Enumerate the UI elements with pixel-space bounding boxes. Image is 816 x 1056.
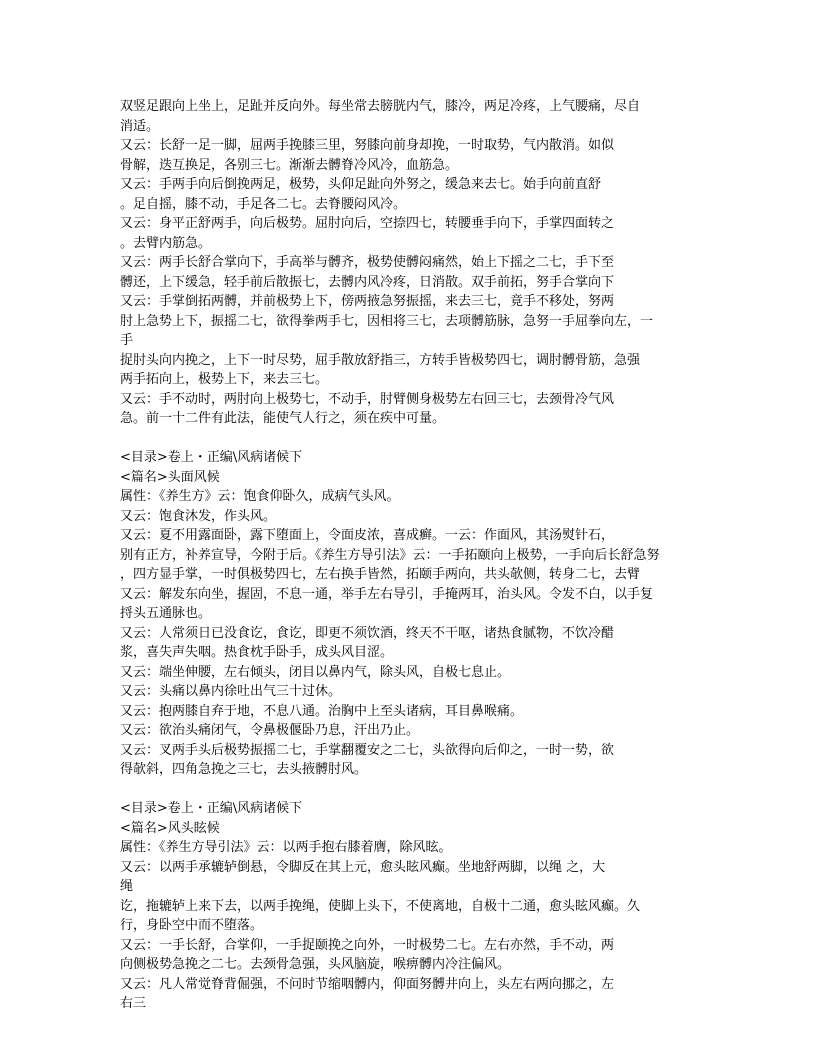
text-line: 属性：《养生方》云：饱食仰卧久，成病气头风。: [120, 489, 400, 504]
text-line: 又云：人常须日已没食讫，食讫，即更不须饮酒，终天不干呕，诸热食腻物，不饮冷醋: [120, 625, 615, 641]
text-line: <篇名>头面风候: [120, 469, 220, 485]
text-line: 又云：欲治头痛闭气，令鼻极偃卧乃息，汗出乃止。: [120, 723, 420, 738]
text-line: 骨解，迭互换足，各别三七。渐渐去髆脊冷风冷，血筋急。: [120, 157, 459, 173]
text-line: 又云：凡人常觉脊背倔强，不问时节缩咽髆内，仰面努髆井向上，头左右两向挪之，左: [120, 976, 615, 992]
text-line: 属性：《养生方导引法》云：以两手抱右膝着膺，除风眩。: [120, 840, 452, 855]
text-line: 又云：手掌倒拓两髆，并前极势上下，傍两掖急努振摇，来去三七，竟手不移处，努两: [120, 294, 615, 309]
text-line: 别有正方，补养宣导，今附于后。《养生方导引法》云：一手拓颐向上极势，一手向后长舒急努: [120, 547, 660, 563]
text-line: 捋头五通脉也。: [120, 606, 212, 621]
text-line: ，四方显手掌，一时俱极势四七，左右换手皆然，拓颐手两向，共头欹侧，转身二七，去臂: [120, 567, 641, 582]
text-line: <目录>卷上・正编\风病诸候下: [120, 450, 303, 465]
text-line: 又云：头痛以鼻内徐吐出气三十过休。: [120, 684, 342, 699]
text-line: 两手拓向上，极势上下，来去三七。: [120, 372, 329, 387]
text-line: 讫，拖辘轳上来下去，以两手挽绳，使脚上头下，不使离地，自极十二通，愈头眩风癫。久: [120, 898, 641, 914]
text-line: 捉肘头向内挽之，上下一时尽势，屈手散放舒指三，方转手皆极势四七，调肘髆骨筋，急强: [120, 352, 641, 368]
text-line: 右三: [120, 996, 147, 1011]
text-line: 浆，喜失声失咽。热食枕手卧手，成头风目涩。: [120, 645, 394, 660]
text-line: 急。前一十二件有此法，能使气人行之，须在疾中可量。: [120, 411, 446, 426]
text-line: 行，身卧空中而不堕落。: [120, 918, 264, 933]
text-line: 向侧极势急挽之二七。去颈骨急强，头风脑旋，喉痹髆内冷注偏风。: [120, 957, 511, 972]
text-line: 髆还，上下缓急，轻手前后散振七，去髆内风冷疼，日消散。双手前拓，努手合掌向下: [120, 274, 615, 290]
text-line: 又云：饱食沐发，作头风。: [120, 508, 277, 524]
text-line: 又云：长舒一足一脚，屈两手挽膝三里，努膝向前身却挽，一时取势，气内散消。如似: [120, 138, 615, 153]
text-line: 肘上急势上下，振摇二七，欲得拳两手七，因相将三七，去项髆筋脉，急努一手屈拳向左，一: [120, 313, 654, 329]
text-line: 又云：解发东向坐，握固，不息一通，举手左右导引，手掩两耳，治头风。令发不白，以手复: [120, 586, 654, 602]
text-line: 又云：手不动时，两肘向上极势七，不动手，肘臂侧身极势左右回三七，去颈骨冷气风: [120, 391, 615, 407]
text-line: 绳: [120, 879, 134, 894]
text-line: 得欹斜，四角急挽之三七，去头掖髆肘风。: [120, 762, 368, 777]
text-line: 双竖足跟向上坐上，足趾并反向外。每坐常去膀胱内气，膝冷，两足冷疼，上气腰痛，尽自: [120, 99, 641, 114]
blank-line: [120, 780, 716, 800]
text-line: 又云：抱两膝自弃于地，不息八通。治胸中上至头诸病，耳目鼻喉痛。: [120, 703, 524, 719]
text-line: 又云：身平正舒两手，向后极势。屈肘向后，空捺四七，转腰垂手向下，手掌四面转之: [120, 216, 615, 231]
blank-line: [120, 429, 716, 449]
text-line: <目录>卷上・正编\风病诸候下: [120, 801, 303, 816]
text-line: 又云：夏不用露面卧，露下堕面上，令面皮浓，喜成癣。一云：作面风，其汤熨针石，: [120, 528, 615, 543]
text-line: 又云：叉两手头后极势振摇二七，手掌翻覆安之二七，头欲得向后仰之，一时一势，欲: [120, 742, 615, 758]
text-line: 消适。: [120, 118, 160, 134]
text-line: <篇名>风头眩候: [120, 820, 220, 836]
text-line: 。去臂内筋急。: [120, 235, 212, 251]
text-line: 又云：以两手承辘轳倒悬，令脚反在其上元，愈头眩风癫。坐地舒两脚，以绳 之，大: [120, 859, 606, 875]
text-line: 。足自摇，膝不动，手足各二七。去脊腰闷风冷。: [120, 196, 407, 212]
text-line: 又云：手两手向后倒挽两足，极势，头仰足趾向外努之，缓急来去七。始手向前直舒: [120, 177, 602, 192]
text-line: 手: [120, 333, 134, 348]
text-line: 又云：一手长舒，合掌仰，一手捉颐挽之向外，一时极势二七。左右亦然，手不动，两: [120, 937, 615, 953]
text-line: 又云：两手长舒合掌向下，手高举与髆齐，极势使髆闷痛然，始上下摇之二七，手下至: [120, 255, 615, 270]
text-line: 又云：端坐伸腰，左右倾头，闭目以鼻内气，除头风，自极七息止。: [120, 664, 511, 680]
